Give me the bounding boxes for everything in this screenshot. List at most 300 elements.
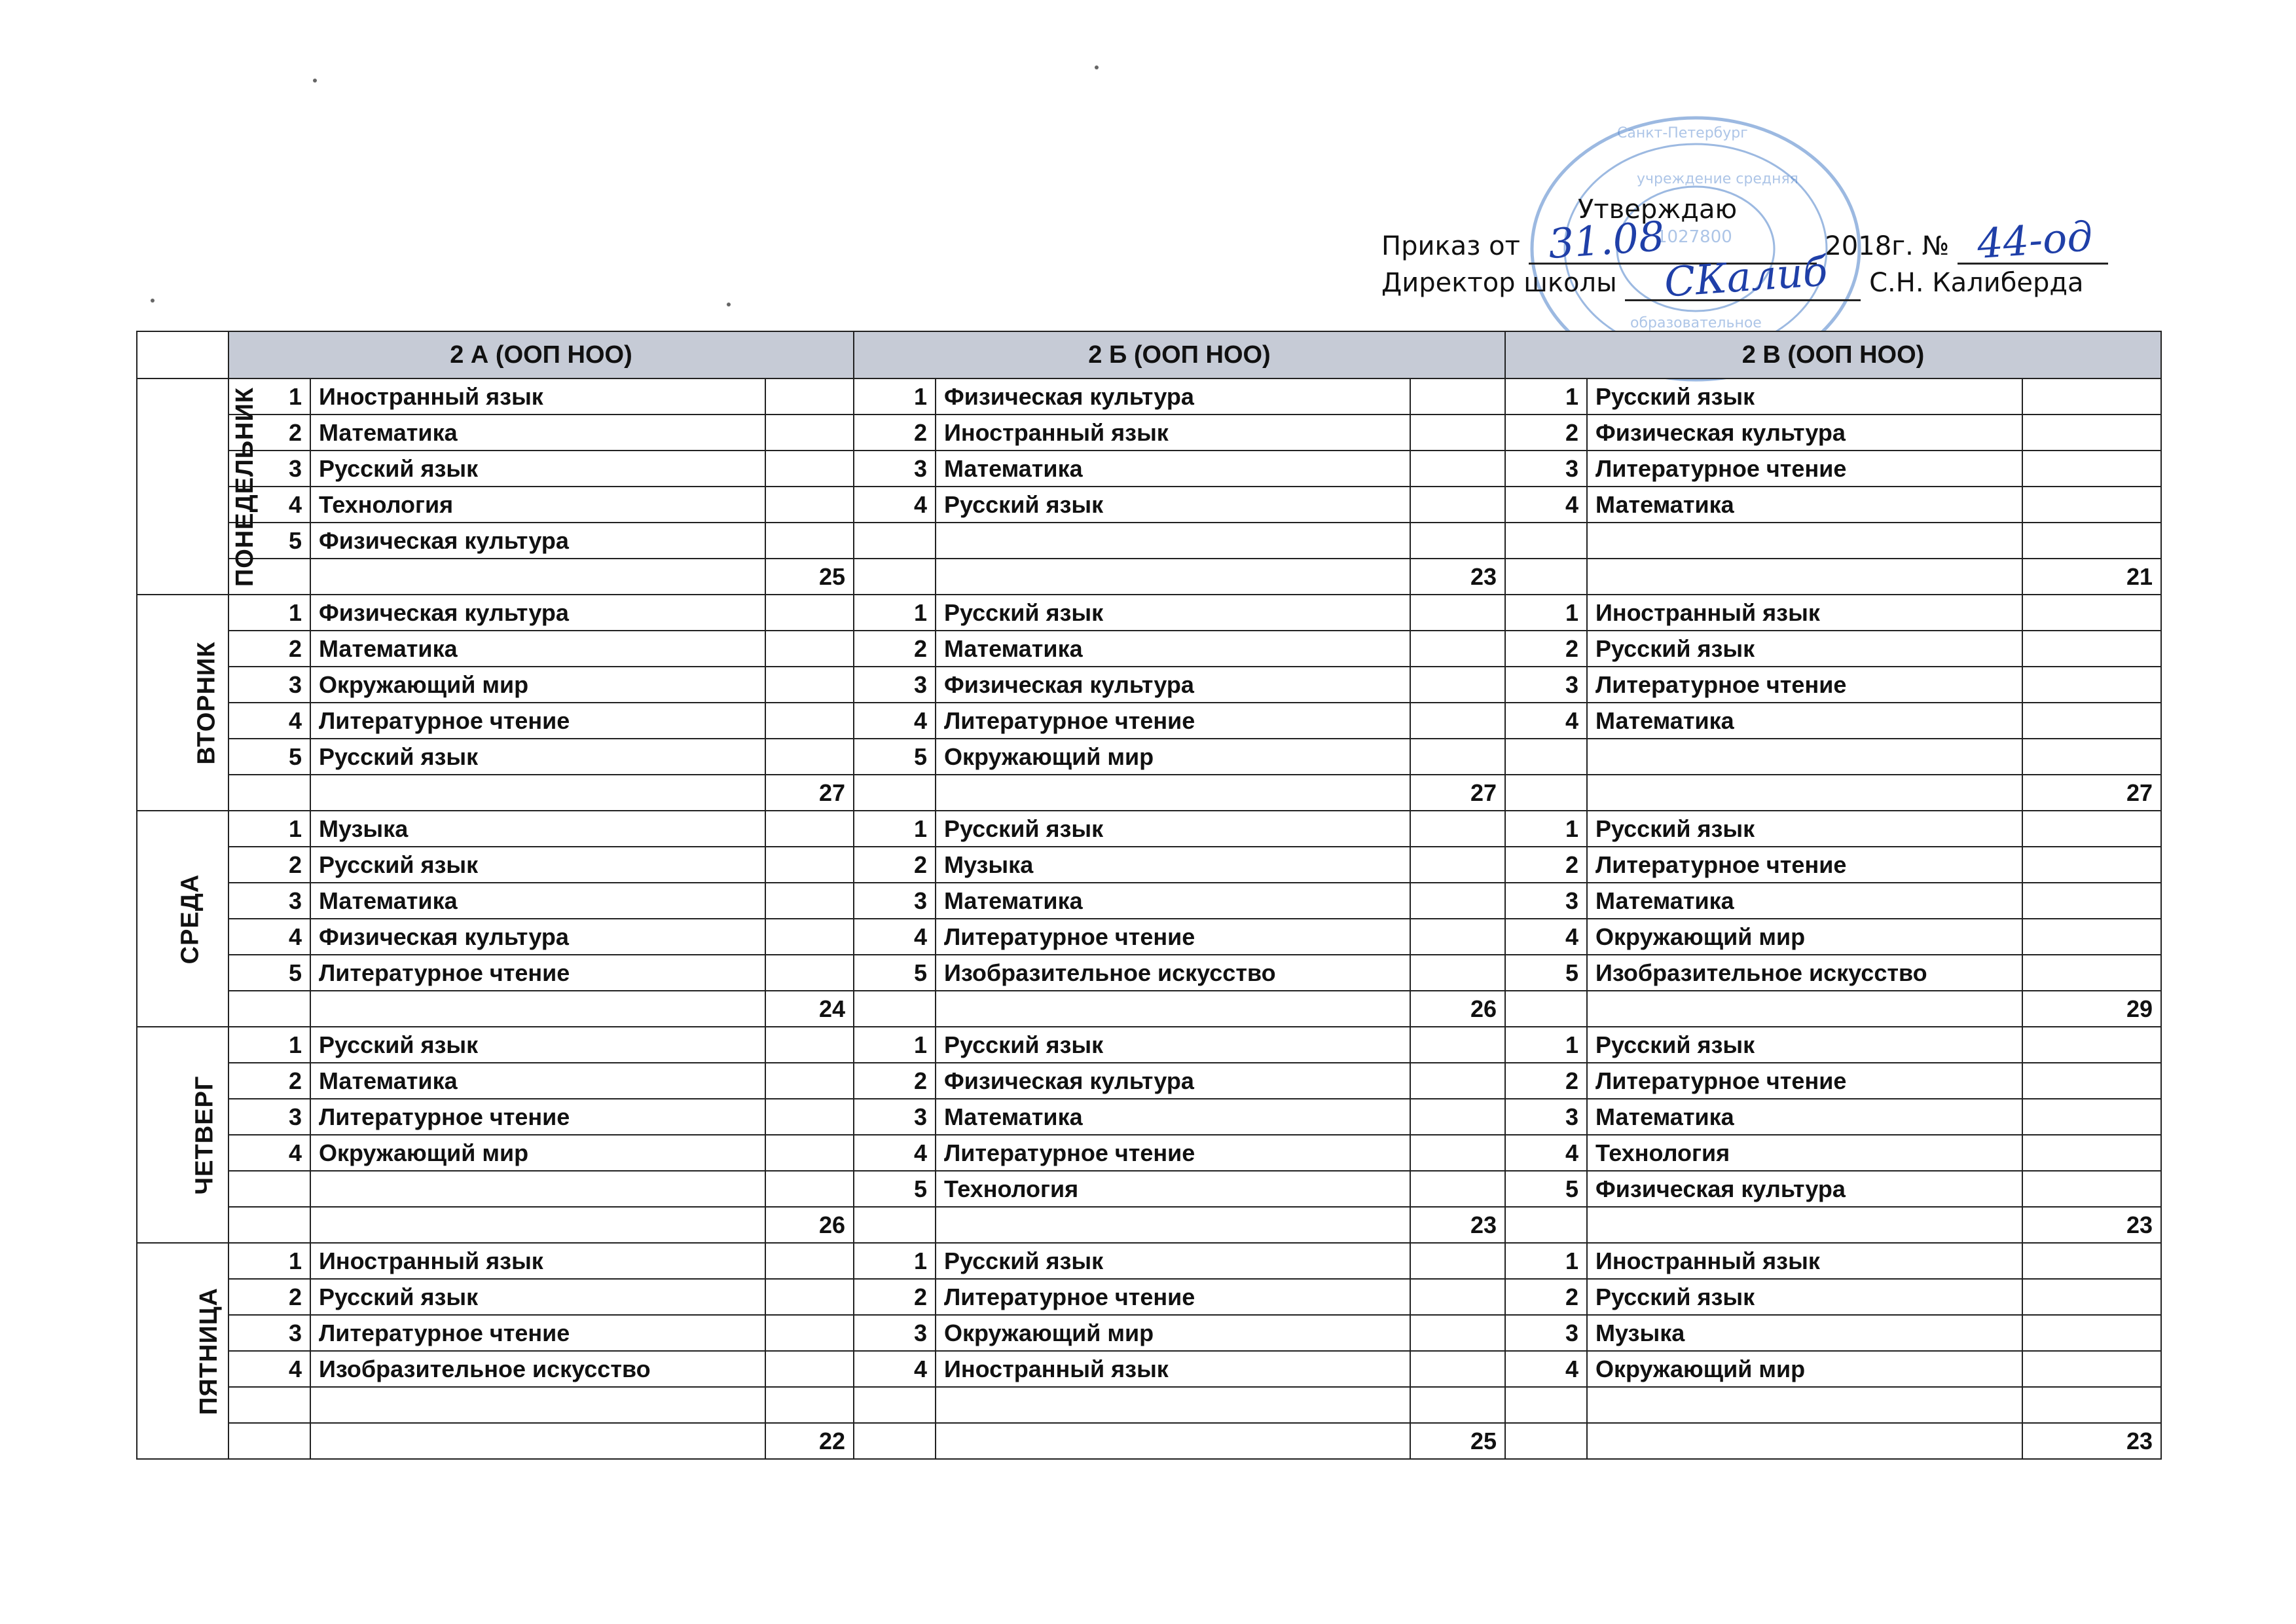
lesson-number-2v: 4 (1505, 703, 1587, 739)
lesson-number-2a: 2 (228, 1063, 310, 1099)
empty-cell (936, 559, 1410, 595)
lesson-number-2a: 1 (228, 595, 310, 631)
lesson-row (137, 451, 2161, 487)
lesson-row (137, 883, 2161, 919)
scan-speck (727, 303, 731, 306)
subject-2v: Русский язык (1587, 811, 2022, 847)
empty-cell (765, 955, 854, 991)
subject-2b: Окружающий мир (936, 1315, 1410, 1351)
empty-cell (2022, 883, 2161, 919)
svg-text:1027800: 1027800 (1656, 227, 1732, 247)
subject-2v: Математика (1587, 703, 2022, 739)
weekly-load-total-2b: 26 (1410, 991, 1505, 1027)
lesson-row (137, 1063, 2161, 1099)
subject-2b: Литературное чтение (936, 1279, 1410, 1315)
subject-2v: Литературное чтение (1587, 451, 2022, 487)
empty-cell (2022, 1315, 2161, 1351)
lesson-row (137, 955, 2161, 991)
empty-cell (228, 1423, 310, 1459)
schedule-body (137, 378, 2161, 1459)
empty-cell (1410, 1351, 1505, 1387)
director-label: Директор школы (1381, 268, 1617, 298)
empty-cell (2022, 1243, 2161, 1279)
lesson-number-2a: 3 (228, 1099, 310, 1135)
empty-cell (765, 451, 854, 487)
subject-2b: Литературное чтение (936, 703, 1410, 739)
subject-2v: Физическая культура (1587, 415, 2022, 451)
lesson-number-2b: 4 (854, 1135, 936, 1171)
empty-cell (2022, 1279, 2161, 1315)
subject-2v: Окружающий мир (1587, 1351, 2022, 1387)
subject-2v: Русский язык (1587, 378, 2022, 415)
empty-cell (2022, 1063, 2161, 1099)
subject-2b: Физическая культура (936, 667, 1410, 703)
lesson-row (137, 1099, 2161, 1135)
lesson-row (137, 1171, 2161, 1207)
subject-2b: Математика (936, 1099, 1410, 1135)
scan-speck (313, 79, 317, 83)
empty-cell (854, 991, 936, 1027)
lesson-number-2v: 4 (1505, 487, 1587, 523)
subject-2v: Иностранный язык (1587, 595, 2022, 631)
empty-cell (936, 1207, 1410, 1243)
subject-2a: Русский язык (310, 847, 765, 883)
lesson-number-2b: 1 (854, 595, 936, 631)
lesson-number-2v: 1 (1505, 378, 1587, 415)
empty-cell (1410, 739, 1505, 775)
empty-cell (310, 559, 765, 595)
subject-2a: Литературное чтение (310, 1315, 765, 1351)
empty-cell (1410, 378, 1505, 415)
subject-2a: Окружающий мир (310, 1135, 765, 1171)
empty-cell (1410, 523, 1505, 559)
lesson-number-2b: 5 (854, 955, 936, 991)
lesson-row (137, 1135, 2161, 1171)
lesson-number-2v: 2 (1505, 1279, 1587, 1315)
subject-2b: Русский язык (936, 487, 1410, 523)
svg-text:образовательное: образовательное (1630, 315, 1762, 331)
empty-cell (2022, 667, 2161, 703)
lesson-number-2b: 1 (854, 378, 936, 415)
lesson-number-2a: 5 (228, 523, 310, 559)
lesson-number-2a: 5 (228, 955, 310, 991)
day-name: ВТОРНИК (192, 640, 221, 765)
scan-speck (151, 299, 155, 303)
empty-cell (1410, 1135, 1505, 1171)
empty-cell (1410, 1279, 1505, 1315)
empty-cell (1410, 1387, 1505, 1423)
subject-2v: Математика (1587, 883, 2022, 919)
subject-2b: Математика (936, 631, 1410, 667)
empty-cell (1505, 1207, 1587, 1243)
lesson-row (137, 667, 2161, 703)
lesson-number-2v: 1 (1505, 595, 1587, 631)
lesson-number-2b: 4 (854, 919, 936, 955)
lesson-number-2b: 3 (854, 883, 936, 919)
empty-cell (2022, 487, 2161, 523)
lesson-number-2a: 4 (228, 1135, 310, 1171)
empty-cell (2022, 523, 2161, 559)
subject-2b: Окружающий мир (936, 739, 1410, 775)
lesson-number-2v: 3 (1505, 1099, 1587, 1135)
subject-2b: Русский язык (936, 1027, 1410, 1063)
subject-2b: Русский язык (936, 811, 1410, 847)
subject-2a: Литературное чтение (310, 703, 765, 739)
total-row (137, 991, 2161, 1027)
empty-cell (765, 739, 854, 775)
subject-2a: Русский язык (310, 451, 765, 487)
empty-cell (1505, 775, 1587, 811)
subject-2a: Физическая культура (310, 919, 765, 955)
lesson-row (137, 1243, 2161, 1279)
lesson-number-2a: 3 (228, 883, 310, 919)
empty-cell (1410, 631, 1505, 667)
lesson-number-2v: 5 (1505, 955, 1587, 991)
subject-2b: Музыка (936, 847, 1410, 883)
empty-cell (765, 1279, 854, 1315)
subject-2b: Физическая культура (936, 378, 1410, 415)
empty-cell (854, 1423, 936, 1459)
empty-cell (765, 1387, 854, 1423)
empty-cell (1505, 1423, 1587, 1459)
weekly-load-total-2v: 27 (2022, 775, 2161, 811)
empty-cell (1410, 919, 1505, 955)
subject-2a: Технология (310, 487, 765, 523)
director-signature-blank (1625, 247, 1861, 306)
lesson-number-2a: 4 (228, 487, 310, 523)
subject-2v: Математика (1587, 487, 2022, 523)
subject-2b: Математика (936, 451, 1410, 487)
empty-cell (1410, 1099, 1505, 1135)
total-row (137, 1423, 2161, 1459)
lesson-number-2v (1505, 1387, 1587, 1423)
empty-cell (765, 1351, 854, 1387)
lesson-number-2b (854, 523, 936, 559)
empty-cell (854, 559, 936, 595)
day-name: ПОНЕДЕЛЬНИК (231, 386, 259, 587)
empty-cell (854, 1207, 936, 1243)
lesson-row (137, 595, 2161, 631)
empty-cell (1505, 991, 1587, 1027)
weekly-load-total-2a: 26 (765, 1207, 854, 1243)
subject-2a (310, 1387, 765, 1423)
subject-2a: Математика (310, 415, 765, 451)
weekly-load-total-2a: 27 (765, 775, 854, 811)
lesson-row (137, 378, 2161, 415)
corner-cell (137, 331, 228, 378)
empty-cell (1410, 487, 1505, 523)
empty-cell (228, 775, 310, 811)
director-line (1381, 247, 2115, 306)
lesson-number-2v: 1 (1505, 1243, 1587, 1279)
empty-cell (2022, 595, 2161, 631)
empty-cell (1410, 595, 1505, 631)
empty-cell (2022, 1099, 2161, 1135)
empty-cell (2022, 1027, 2161, 1063)
subject-2b: Математика (936, 883, 1410, 919)
lesson-number-2v: 1 (1505, 1027, 1587, 1063)
subject-2v (1587, 523, 2022, 559)
empty-cell (310, 991, 765, 1027)
lesson-number-2b: 2 (854, 631, 936, 667)
empty-cell (765, 631, 854, 667)
subject-2b: Литературное чтение (936, 1135, 1410, 1171)
day-name: ЧЕТВЕРГ (191, 1075, 219, 1194)
subject-2a: Изобразительное искусство (310, 1351, 765, 1387)
subject-2v: Технология (1587, 1135, 2022, 1171)
subject-2v (1587, 1387, 2022, 1423)
empty-cell (765, 1099, 854, 1135)
subject-2v: Литературное чтение (1587, 667, 2022, 703)
lesson-number-2v: 4 (1505, 1351, 1587, 1387)
class-header-2a: 2 А (ООП НОО) (228, 331, 854, 378)
subject-2a: Физическая культура (310, 523, 765, 559)
subject-2b: Физическая культура (936, 1063, 1410, 1099)
empty-cell (2022, 1171, 2161, 1207)
lesson-number-2v (1505, 739, 1587, 775)
lesson-number-2a: 1 (228, 811, 310, 847)
weekly-load-total-2b: 23 (1410, 559, 1505, 595)
subject-2a: Литературное чтение (310, 955, 765, 991)
order-prefix: Приказ от (1381, 231, 1520, 261)
lesson-row (137, 703, 2161, 739)
subject-2b: Иностранный язык (936, 1351, 1410, 1387)
subject-2b (936, 523, 1410, 559)
subject-2v: Русский язык (1587, 1279, 2022, 1315)
empty-cell (765, 1243, 854, 1279)
weekly-load-total-2v: 23 (2022, 1423, 2161, 1459)
total-row (137, 1207, 2161, 1243)
lesson-number-2a: 4 (228, 919, 310, 955)
empty-cell (1410, 883, 1505, 919)
weekly-load-total-2a: 22 (765, 1423, 854, 1459)
lesson-row (137, 811, 2161, 847)
subject-2v (1587, 739, 2022, 775)
empty-cell (2022, 1387, 2161, 1423)
header-row (137, 331, 2161, 378)
empty-cell (765, 415, 854, 451)
empty-cell (936, 775, 1410, 811)
empty-cell (2022, 847, 2161, 883)
empty-cell (1410, 703, 1505, 739)
empty-cell (765, 703, 854, 739)
subject-2v: Иностранный язык (1587, 1243, 2022, 1279)
subject-2v: Математика (1587, 1099, 2022, 1135)
total-row (137, 775, 2161, 811)
subject-2b: Литературное чтение (936, 919, 1410, 955)
class-header-2b: 2 Б (ООП НОО) (854, 331, 1505, 378)
empty-cell (228, 1207, 310, 1243)
empty-cell (1587, 1423, 2022, 1459)
day-name: ПЯТНИЦА (194, 1287, 223, 1415)
lesson-number-2b: 3 (854, 1099, 936, 1135)
lesson-row (137, 415, 2161, 451)
empty-cell (228, 991, 310, 1027)
lesson-row (137, 1027, 2161, 1063)
subject-2a: Математика (310, 1063, 765, 1099)
order-number-handwritten: 44-од (1975, 212, 2094, 268)
lesson-row (137, 739, 2161, 775)
lesson-number-2b: 2 (854, 847, 936, 883)
empty-cell (1410, 955, 1505, 991)
subject-2b: Русский язык (936, 1243, 1410, 1279)
lesson-number-2a: 2 (228, 1279, 310, 1315)
class-header-2v: 2 В (ООП НОО) (1505, 331, 2161, 378)
subject-2a: Русский язык (310, 1027, 765, 1063)
subject-2b: Иностранный язык (936, 415, 1410, 451)
empty-cell (2022, 1351, 2161, 1387)
subject-2a: Физическая культура (310, 595, 765, 631)
empty-cell (2022, 378, 2161, 415)
subject-2v: Литературное чтение (1587, 847, 2022, 883)
lesson-row (137, 1351, 2161, 1387)
director-signature: СКалиб (1663, 247, 1830, 306)
order-year: 2018г. № (1825, 231, 1950, 261)
lesson-row (137, 1315, 2161, 1351)
schedule-table (136, 331, 2162, 1460)
empty-cell (1410, 451, 1505, 487)
lesson-number-2v: 3 (1505, 667, 1587, 703)
empty-cell (854, 775, 936, 811)
lesson-number-2v: 2 (1505, 847, 1587, 883)
empty-cell (1505, 559, 1587, 595)
empty-cell (1587, 775, 2022, 811)
subject-2v: Русский язык (1587, 1027, 2022, 1063)
empty-cell (1587, 991, 2022, 1027)
order-date-handwritten: 31.08 (1546, 212, 1666, 268)
lesson-row (137, 1387, 2161, 1423)
day-label-cell (137, 378, 259, 595)
lesson-number-2v: 2 (1505, 631, 1587, 667)
empty-cell (2022, 415, 2161, 451)
svg-text:учреждение средняя: учреждение средняя (1637, 171, 1798, 187)
empty-cell (1410, 1243, 1505, 1279)
empty-cell (310, 775, 765, 811)
empty-cell (1410, 811, 1505, 847)
lesson-number-2b: 1 (854, 1243, 936, 1279)
empty-cell (936, 991, 1410, 1027)
empty-cell (765, 1135, 854, 1171)
empty-cell (765, 811, 854, 847)
lesson-number-2v: 3 (1505, 1315, 1587, 1351)
empty-cell (1587, 1207, 2022, 1243)
empty-cell (1410, 847, 1505, 883)
lesson-number-2v: 3 (1505, 451, 1587, 487)
weekly-load-total-2v: 23 (2022, 1207, 2161, 1243)
empty-cell (765, 1063, 854, 1099)
subject-2a: Иностранный язык (310, 1243, 765, 1279)
lesson-number-2b: 3 (854, 667, 936, 703)
subject-2v: Русский язык (1587, 631, 2022, 667)
empty-cell (1410, 1063, 1505, 1099)
weekly-load-total-2b: 27 (1410, 775, 1505, 811)
subject-2a: Литературное чтение (310, 1099, 765, 1135)
lesson-number-2b: 1 (854, 811, 936, 847)
empty-cell (1410, 415, 1505, 451)
subject-2a: Математика (310, 883, 765, 919)
lesson-number-2a (228, 1387, 310, 1423)
lesson-number-2b: 5 (854, 739, 936, 775)
empty-cell (936, 1423, 1410, 1459)
order-number-blank (1958, 212, 2108, 268)
subject-2a: Окружающий мир (310, 667, 765, 703)
empty-cell (765, 667, 854, 703)
lesson-number-2b: 4 (854, 487, 936, 523)
subject-2a: Математика (310, 631, 765, 667)
empty-cell (1410, 667, 1505, 703)
lesson-number-2v: 2 (1505, 1063, 1587, 1099)
lesson-row (137, 919, 2161, 955)
day-label-cell (137, 1027, 228, 1243)
day-label-cell (137, 811, 228, 1027)
lesson-number-2a: 4 (228, 703, 310, 739)
empty-cell (2022, 631, 2161, 667)
approval-block (1381, 191, 2115, 306)
lesson-number-2v: 4 (1505, 1135, 1587, 1171)
empty-cell (2022, 919, 2161, 955)
lesson-number-2b: 2 (854, 1279, 936, 1315)
lesson-row (137, 487, 2161, 523)
weekly-load-total-2a: 24 (765, 991, 854, 1027)
subject-2a: Иностранный язык (310, 378, 765, 415)
empty-cell (765, 1171, 854, 1207)
subject-2v: Окружающий мир (1587, 919, 2022, 955)
weekly-load-total-2b: 23 (1410, 1207, 1505, 1243)
empty-cell (765, 847, 854, 883)
subject-2b: Технология (936, 1171, 1410, 1207)
scan-speck (1095, 65, 1099, 69)
subject-2v: Физическая культура (1587, 1171, 2022, 1207)
empty-cell (765, 487, 854, 523)
subject-2a (310, 1171, 765, 1207)
lesson-number-2a: 3 (228, 667, 310, 703)
director-name: С.Н. Калиберда (1869, 268, 2084, 298)
empty-cell (310, 1207, 765, 1243)
empty-cell (765, 883, 854, 919)
subject-2a: Русский язык (310, 739, 765, 775)
lesson-row (137, 1279, 2161, 1315)
subject-2b: Русский язык (936, 595, 1410, 631)
empty-cell (1410, 1171, 1505, 1207)
subject-2b: Изобразительное искусство (936, 955, 1410, 991)
empty-cell (310, 1423, 765, 1459)
lesson-number-2a: 5 (228, 739, 310, 775)
lesson-row (137, 847, 2161, 883)
empty-cell (765, 595, 854, 631)
weekly-load-total-2b: 25 (1410, 1423, 1505, 1459)
subject-2a: Русский язык (310, 1279, 765, 1315)
empty-cell (765, 919, 854, 955)
lesson-number-2a: 2 (228, 415, 310, 451)
empty-cell (2022, 739, 2161, 775)
lesson-number-2b: 1 (854, 1027, 936, 1063)
lesson-number-2a: 1 (228, 378, 310, 415)
subject-2v: Литературное чтение (1587, 1063, 2022, 1099)
empty-cell (765, 1315, 854, 1351)
empty-cell (1410, 1315, 1505, 1351)
lesson-number-2b: 3 (854, 451, 936, 487)
empty-cell (1587, 559, 2022, 595)
lesson-number-2a: 2 (228, 631, 310, 667)
lesson-number-2b: 5 (854, 1171, 936, 1207)
weekly-load-total-2v: 29 (2022, 991, 2161, 1027)
lesson-number-2b (854, 1387, 936, 1423)
empty-cell (2022, 955, 2161, 991)
empty-cell (765, 378, 854, 415)
svg-text:Санкт-Петербург: Санкт-Петербург (1617, 125, 1748, 141)
empty-cell (765, 523, 854, 559)
weekly-load-total-2a: 25 (765, 559, 854, 595)
